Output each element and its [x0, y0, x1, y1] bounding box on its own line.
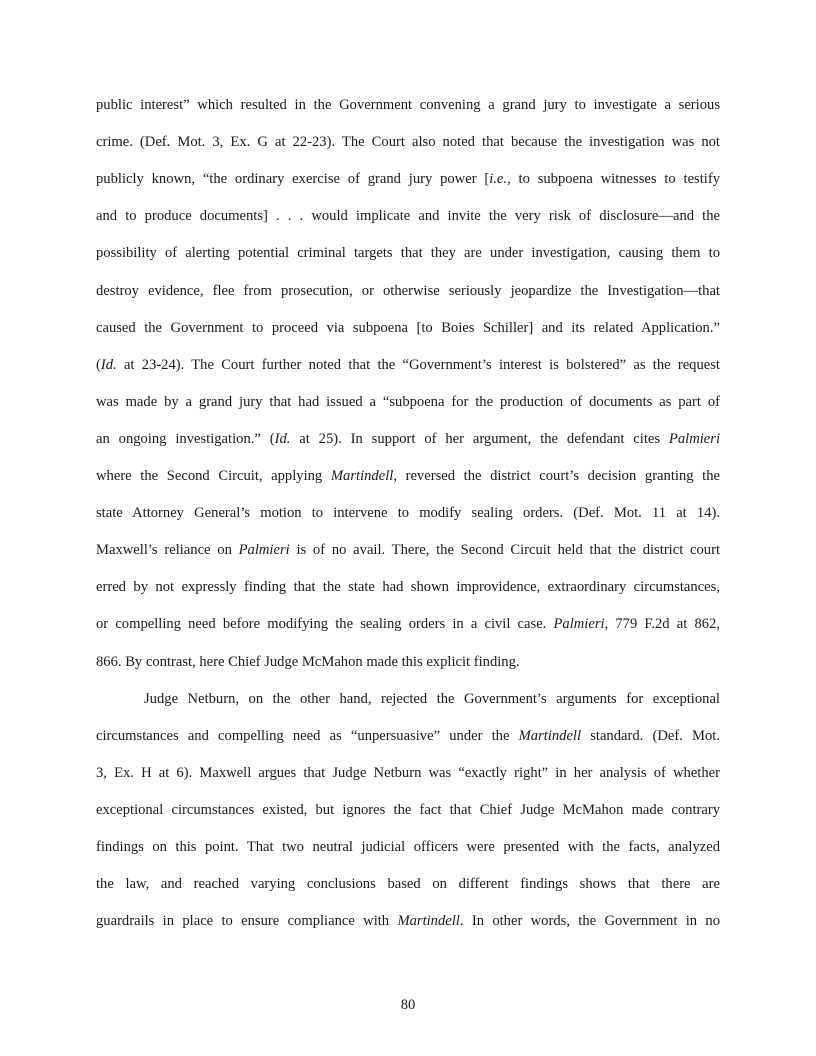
text-segment: , 779 F.2d at 862,: [604, 616, 720, 633]
text-line: [96, 244, 720, 262]
italic-text: Palmieri: [553, 616, 605, 633]
text-segment: where the Second Circuit, applying: [96, 468, 331, 484]
text-line: [96, 727, 720, 745]
text-segment: , to subpoena witnesses to testify: [507, 171, 720, 188]
page-number: 80: [400, 997, 416, 1013]
text-line: [96, 467, 720, 485]
text-segment: destroy evidence, flee from prosecution, or otherwise seriously jeopardize the Investigation—that: [96, 282, 720, 299]
italic-text: Martindell: [518, 727, 582, 744]
text-segment: caused the Government to proceed via subpoena [to Boies Schiller] and its related Application.”: [96, 319, 720, 336]
text-line: [96, 578, 720, 596]
text-line: [96, 541, 720, 559]
text-segment: guardrails in place to ensure compliance with: [96, 913, 398, 930]
text-segment: possibility of alerting potential criminal targets that they are under investigation, causing them to: [96, 245, 720, 262]
text-line: [96, 356, 720, 374]
text-line: [96, 319, 720, 337]
text-segment: (: [96, 356, 101, 373]
text-segment: an ongoing investigation.” (: [96, 430, 275, 447]
italic-text: Palmieri: [238, 542, 290, 559]
text-line: [96, 282, 720, 300]
text-segment: circumstances and compelling need as “unpersuasive” under the: [96, 727, 519, 744]
text-line: [96, 764, 720, 782]
text-segment: findings on this point. That two neutral judicial officers were presented with the facts, analyzed: [96, 839, 720, 855]
text-line: [96, 207, 720, 225]
text-line: [96, 912, 720, 930]
text-segment: Judge Netburn, on the other hand, rejected the Government’s arguments for exceptional: [144, 690, 720, 707]
text-segment: 3, Ex. H at 6). Maxwell argues that Judge Netburn was “exactly right” in her analysis of whether: [96, 764, 720, 781]
text-line: [144, 690, 720, 708]
text-segment: public interest” which resulted in the Government convening a grand jury to investigate a serious: [96, 97, 720, 113]
text-segment: or compelling need before modifying the sealing orders in a civil case.: [96, 616, 554, 633]
text-segment: Maxwell’s reliance on: [96, 542, 239, 559]
text-line: [96, 653, 720, 671]
text-line: [96, 96, 720, 114]
text-segment: was made by a grand jury that had issued a “subpoena for the production of documents as part of: [96, 393, 720, 410]
italic-text: Id.: [274, 430, 291, 447]
text-line: [96, 615, 720, 633]
text-line: [96, 430, 720, 448]
text-line: [96, 133, 720, 151]
italic-text: Id.: [100, 356, 117, 373]
text-line: [96, 838, 720, 856]
text-segment: 866. By contrast, here Chief Judge McMahon made this explicit finding.: [96, 653, 520, 670]
text-line: [96, 875, 720, 893]
italic-text: Martindell: [330, 468, 394, 484]
text-segment: publicly known, “the ordinary exercise of grand jury power [: [96, 171, 490, 188]
text-segment: standard. (Def. Mot.: [581, 727, 720, 744]
text-line: [96, 170, 720, 188]
text-segment: exceptional circumstances existed, but ignores the fact that Chief Judge McMahon made contrary: [96, 801, 720, 818]
italic-text: Palmieri: [668, 430, 720, 447]
text-segment: . In other words, the Government in no: [459, 913, 720, 930]
text-segment: crime. (Def. Mot. 3, Ex. G at 22-23). The Court also noted that because the investigation was not: [96, 134, 720, 151]
text-segment: and to produce documents] . . . would implicate and invite the very risk of disclosure—and the: [96, 208, 720, 225]
text-segment: at 23-24). The Court further noted that the “Government’s interest is bolstered” as the request: [116, 356, 720, 373]
text-line: [96, 801, 720, 819]
text-segment: erred by not expressly finding that the state had shown improvidence, extraordinary circumstances,: [96, 579, 720, 596]
italic-text: Martindell: [397, 913, 460, 930]
text-segment: state Attorney General’s motion to intervene to modify sealing orders. (Def. Mot. 11 at 14).: [96, 505, 720, 522]
italic-text: i.e.: [489, 171, 508, 188]
text-segment: , reversed the district court’s decision granting the: [393, 468, 721, 484]
text-segment: the law, and reached varying conclusions based on different findings shows that there are: [96, 876, 720, 893]
text-line: [96, 504, 720, 522]
text-line: [96, 393, 720, 411]
text-segment: at 25). In support of her argument, the defendant cites: [290, 430, 669, 447]
text-segment: is of no avail. There, the Second Circuit held that the district court: [289, 542, 720, 559]
